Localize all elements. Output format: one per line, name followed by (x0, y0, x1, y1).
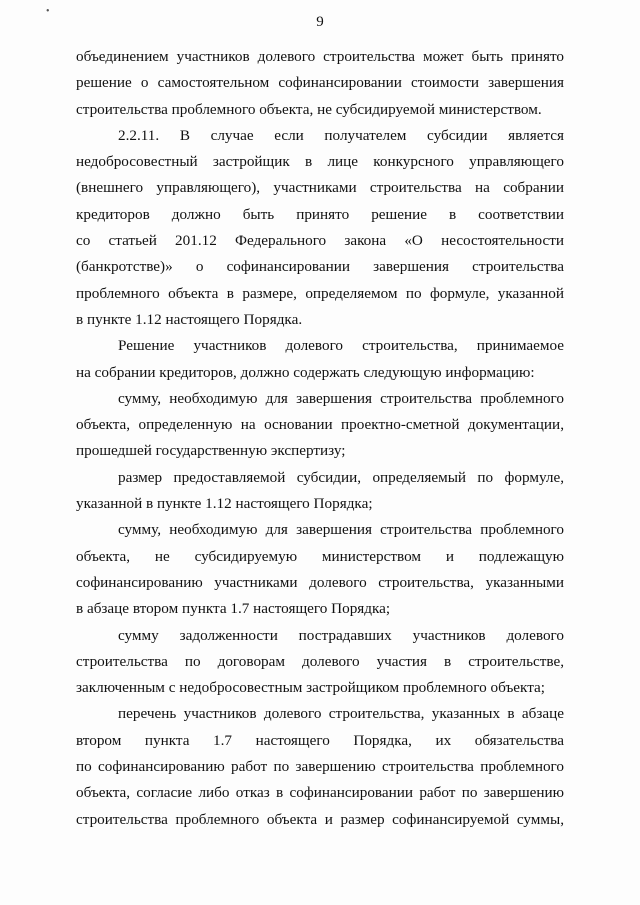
paragraph (76, 333, 564, 386)
text-line: в абзаце втором пункта 1.7 настоящего Порядка; (76, 600, 391, 618)
text-line: объекта, определенную на основании проектно-сметной документации, (76, 416, 564, 434)
text-line: 2.2.11. В случае если получателем субсидии является (118, 126, 564, 144)
text-line: по софинансированию работ по завершению строительства проблемного (76, 758, 564, 776)
text-line: кредиторов должно быть принято решение в соответствии (76, 205, 564, 223)
text-line: (банкротстве)» о софинансировании завершения строительства (76, 258, 564, 276)
text-line: проблемного объекта в размере, определяемом по формуле, указанной (76, 284, 564, 302)
paragraph (76, 44, 564, 123)
page-number: 9 (316, 14, 324, 30)
text-line: со статьей 201.12 Федерального закона «О несостоятельности (76, 232, 564, 250)
scan-mark: • (46, 6, 50, 17)
text-line: софинансированию участниками долевого строительства, указанными (76, 573, 564, 591)
paragraph (76, 517, 564, 622)
text-line: прошедшей государственную экспертизу; (76, 442, 346, 460)
paragraph (76, 386, 564, 465)
text-line: строительства проблемного объекта, не субсидируемой министерством. (76, 100, 542, 118)
text-line: недобросовестный застройщик в лице конкурсного управляющего (76, 153, 564, 171)
text-line: строительства по договорам долевого участия в строительстве, (76, 652, 564, 670)
text-line: размер предоставляемой субсидии, определяемый по формуле, (118, 468, 564, 486)
text-line: указанной в пункте 1.12 настоящего Порядка; (76, 495, 373, 513)
document-body (76, 44, 564, 833)
paragraph (76, 623, 564, 702)
text-line: решение о самостоятельном софинансировании стоимости завершения (76, 74, 564, 92)
text-line: сумму задолженности пострадавших участников долевого (118, 626, 564, 644)
paragraph (76, 465, 564, 518)
paragraph (76, 701, 564, 832)
text-line: в пункте 1.12 настоящего Порядка. (76, 310, 303, 328)
text-line: объединением участников долевого строительства может быть принято (76, 48, 564, 65)
text-line: объекта, не субсидируемую министерством и подлежащую (76, 547, 564, 565)
text-line: заключенным с недобросовестным застройщиком проблемного объекта; (76, 679, 546, 697)
text-line: втором пункта 1.7 настоящего Порядка, их обязательства (76, 731, 564, 749)
text-line: сумму, необходимую для завершения строительства проблемного (118, 521, 564, 539)
paragraph (76, 123, 564, 333)
text-line: перечень участников долевого строительства, указанных в абзаце (118, 705, 564, 723)
text-line: Решение участников долевого строительства, принимаемое (118, 337, 564, 355)
text-line: сумму, необходимую для завершения строительства проблемного (118, 389, 564, 407)
text-line: (внешнего управляющего), участниками строительства на собрании (76, 179, 564, 197)
text-line: объекта, согласие либо отказ в софинансировании работ по завершению (76, 784, 564, 802)
text-line: на собрании кредиторов, должно содержать следующую информацию: (76, 363, 535, 381)
text-line: строительства проблемного объекта и размер софинансируемой суммы, (76, 810, 564, 828)
